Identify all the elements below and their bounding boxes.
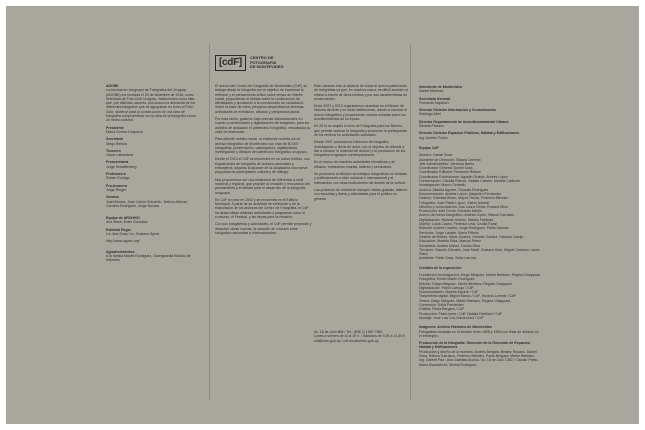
- document-spread: [6, 6, 639, 424]
- credit-line: Textos: Diego Mieguez, Martín Bentanc, Regina Chiappara: [419, 298, 511, 303]
- body-paragraph: Nos proponemos ser una institución de referencia a nivel nacional y regional, que propicie la creación y renovación del pensamiento y el debate para el desarrollo de la fotografía uruguaya.: [215, 177, 310, 195]
- authority-label: Director División Espacios Públicos, Hábitat y Edificaciones: [419, 131, 520, 136]
- website-link[interactable]: http://www.agadu.org/: [106, 239, 140, 244]
- produccion-label: Producción de la fotografía: Dirección de la Dirección de Espacios, Hábitat y Edificaciones: [419, 341, 531, 350]
- about-text: La Asociación Uruguaya de Fotógrafos del Uruguay (ADOBE) fue fundada el 26 de diciembre de 1935, como heredada de Foto-Club Uruguay. Instituciones como ésta que, por distintas razones, provocaron la demanda de los diferentes fotógrafos que se agrupaban en torno al Foto-Club, sirvieron para la construcción de una idea de fotografía comprometida con la idea de la fotografía como un hecho cultural.: [106, 88, 196, 123]
- role-value: Diana Gomez Ezquerra: [106, 129, 143, 134]
- credit-line: Tratamiento digital: Miguel Marco / CdF, Horacio Lorente / CdF: [419, 294, 517, 299]
- credit-line: Fotografía: Emilio Martín Rodríguez: [419, 277, 475, 282]
- imprint-contact: cdf@imm.gub.uy / cdf.montevideo.gub.uy: [314, 338, 379, 343]
- equipo-cdf-list: [419, 153, 541, 260]
- role-label: Presidente: [106, 125, 124, 130]
- body-paragraph: Por esta razón, guiamos bajo normas internacionales en cuanto a conservación y digitalización de imágenes, para los ámbitos de actuación el patrimonio fotográfico, rescatando su valor de testimonio.: [215, 117, 311, 134]
- credit-line: Digitalización: Ricardo Gómez, Natalia Fabbiani: [419, 217, 494, 222]
- editorial-label: Editorial Regio: [106, 227, 131, 232]
- authority-value: Silvana Pissano: [419, 124, 444, 129]
- body-paragraph: Los procesos de exhibición incluyen visitas guiadas, talleres con escuelas y liceos y actividades para el público en general.: [314, 187, 408, 201]
- credit-line: Coordinador Editorial: Fernando Ristom: [419, 170, 481, 175]
- body-column-1: [215, 84, 312, 238]
- body-paragraph: Para difundir nuestro fondo, la institución cuenta con el archivo fotográfico de Montevideo con más de 50.000 fotografías, preservación, catalogación, digitalización, investigación y difusión del patrimonio fotográfico uruguayo.: [215, 137, 308, 155]
- credit-line: Archivo: Mariela Aguirre, Gonzalo Rodríguez: [419, 187, 489, 192]
- body-paragraph: Desde el 2013 el CdF se encuentra en un nuevo edificio, con exposiciones de fotografía de autores nacionales y extranjeros, dejando al alcance de la ciudadanía una nueva propuesta de participación cultural y de diálogo.: [215, 157, 310, 175]
- body-paragraph: Con sus fotogalerías y actividades, el CdF permite proyectar y descubrir obras nuevas, la creación de vínculos entre fotógrafos nacionales e internacionales.: [215, 222, 312, 235]
- credit-line: Acervo del fondo fotográfico: Andrea López, Nelson Carrasco: [419, 213, 515, 218]
- credit-line: Coordinador General: Daniel Sosa: [419, 166, 473, 171]
- logo-line: FOTOGRAFÍA: [249, 59, 277, 65]
- role-label: Secretario: [106, 137, 124, 142]
- authority-value: Fernando Nopitsch: [419, 100, 449, 105]
- authority-value: Daniel Martínez: [419, 89, 444, 94]
- credit-line: Secretaría: Andrés Núñez, Cecilia Silva: [419, 243, 481, 248]
- vocales-value: Juan Bentos, Juan Carlos Schoenb., Nelson Alfonso, Carolina Rodriguez, Jorge Novara: [106, 199, 189, 208]
- credits-column: [419, 85, 541, 370]
- body-paragraph: El acervo del Centro de Fotografía de Montevideo (CdF) se trabaja desde la fotografía con el objetivo de incentivar la reflexión y el pensamiento crítico sobre temas de interés social, proponiendo el debate sobre la construcción de identidades y apostando a la construcción de ciudadanía. Sobre la base de estos principios desarrollamos diversas actividades de exhibición, difusión y perspectiva plural.: [215, 84, 308, 114]
- agradecimientos-label: Agradecimientos: [106, 249, 135, 254]
- credit-line: Asistente: Pablo Sosa, Sofía Larrosa: [419, 256, 477, 261]
- role-label: Prosecretaria: [106, 160, 129, 165]
- imprint-address: Av. 18 de Julio 885 / Tel.: (598 2) 1950 7960: [314, 330, 383, 334]
- credit-line: Gestión: Gabriela Bravo, Mayra Trevisi, Federico Méndez: [419, 196, 509, 201]
- cdf-logo: [215, 55, 284, 71]
- credit-line: Digitalización: Pablo Carrugo / CdF: [419, 285, 474, 290]
- credit-line: Director: Daniel Sosa: [419, 153, 453, 158]
- authority-label: Director División Información y Comunicación: [419, 108, 497, 113]
- credit-line: Difusión y comunicación: Ana Laura Cerda, Rosana Silva: [419, 204, 508, 209]
- body-paragraph: En el marco de nuestras actividades formativas y de difusión, realizamos charlas, talleres y seminarios.: [314, 160, 396, 169]
- authority-label: Secretaria General: [419, 96, 450, 101]
- imprint: [314, 330, 408, 343]
- credit-line: Curaduría e investigación: Diego Mieguez, Martín Bentanc, Regina Chiappara: [419, 272, 540, 277]
- editorial-value: Lic. Ana Sosa, Lic. Gustavo Spera: [106, 232, 160, 237]
- body-paragraph: Este volumen trae al alcance de todos el acervo patrimonial de fotografías ya que, en muchos casos, es difícil acceder al mismo a través de otros medios y por sus características de conservación.: [314, 84, 408, 101]
- equipo-archivo-value: Ana Macri, Ester Gonzalez: [106, 220, 148, 225]
- credit-line: Gráfica: Paola Bergara / CdF: [419, 307, 465, 312]
- body-paragraph: Se promueve la difusión de trabajos fotográficos en revistas y publicaciones a nivel nacional e internacional y el intercambio con otras instituciones del ámbito de la cultura.: [314, 172, 407, 185]
- credit-line: Conservación: Claudia Ramos, Natalia Castelo, Mariela Carbone: [419, 179, 520, 184]
- credit-line: Diseño: Lucía Castro, Federico Leal, Cecilia Rossi: [419, 222, 498, 227]
- role-value: Jorge Ringer: [106, 187, 127, 192]
- credit-line: Producción: Inés Cerda, Eduardo Martín: [419, 209, 482, 214]
- role-value: Oscar Labandera: [106, 153, 134, 158]
- produccion-value: Producción y diseño de la muestra: Andrés Bergara, Beatriz Rosano, Daniel Sosa, Nelson Carrasco, Federico Méndez, Paola Bergara, Martín Bentanc. Ing. Gabriel Paz / Ana Gabriela Avalos / Av. 18 de Julio 1360 / Claudio Prieto, María Mancheroni, Silvina Rodríguez: [419, 349, 539, 367]
- credit-line: Edición: Diego Mieguez, Martín Bentanc, Regina Chiappara: [419, 281, 512, 286]
- role-value: Ruben Rodrigo: [106, 176, 130, 181]
- column-divider: [209, 44, 210, 400]
- credit-line: Editorial: Andrés Cuadra, Jorge Rodríguez, Pablo Damián: [419, 226, 509, 231]
- credit-line: Técnicos: Claudio Carvallo, José Martí, Gustavo Soto, Miguel Cardoso, Laura Parisi: [419, 247, 540, 257]
- authority-label: Director Departamento de Acondicionamiento Urbano: [419, 119, 509, 124]
- equipo-cdf-label: Equipo CdF: [419, 145, 439, 150]
- role-label: Pro-tesorero: [106, 183, 128, 188]
- imagenes-label: Imágenes: Archivo Histórico de Montevideo: [419, 325, 492, 330]
- credit-line: Producción: Pablo Ipres / CdF, Natalia Fabbiani / CdF: [419, 311, 503, 316]
- credit-line: Montaje: José Luis Cat, Daniel Azul / CdF: [419, 315, 484, 320]
- imprint-hours: Lunes a viernes de 10 a 19 h. / Sábados de 9.30 a 14.30 h.: [314, 334, 407, 339]
- left-column: [106, 84, 198, 266]
- logo-line: CENTRO DE: [249, 55, 274, 61]
- equipo-archivo-label: Equipo de ARCHIVO: [106, 216, 140, 221]
- role-label: Tesorero: [106, 148, 121, 153]
- credit-line: Servicios: Jorge Lavalle, María Piñeiro: [419, 230, 479, 235]
- credit-line: Documentación: Mariela Aguirre / CdF: [419, 290, 479, 295]
- authority-value: Ing. Andrés Poloni: [419, 135, 448, 140]
- credit-line: Coordinador Exhibiciones: Agustín Oviedo, Andrés López: [419, 174, 508, 179]
- authority-label: Intendente de Montevideo: [419, 85, 463, 89]
- role-label: Protesorero: [106, 172, 126, 177]
- credit-line: Asistente de Dirección: Tatiana Carreno: [419, 157, 481, 162]
- creditos-label: Créditos de la exposición: [419, 265, 462, 270]
- credit-line: Fotografía: Juan Pablo López, Carlos Amaral: [419, 200, 489, 205]
- credit-line: Educación: Mariela Silva, Marcos Pérez: [419, 239, 481, 244]
- body-paragraph: En 2014 se amplió el ciclo de Fotografía para los Barrios, que permite acercar la fotografía y promover la participación de los vecinos en actividades culturales.: [314, 124, 408, 137]
- imagenes-value: Fotografías tomadas en el Archivo entre 1898 y 1903 con fines de difusión en el extranjero.: [419, 329, 540, 338]
- credit-line: Jefe Administrativo: Verónica Barrio: [419, 161, 475, 166]
- cdf-logo-text: [250, 56, 284, 70]
- body-column-2: [314, 84, 408, 204]
- cdf-logo-mark: [cdF]: [215, 55, 246, 71]
- body-paragraph: En CdF se crea en 2002 y se encuentra en el Edificio Municipal. A partir de su actividad de exhibición y de la elaboración de los archivos del Centro de Fotografía, el CdF ha desarrollado distintas actividades y programas como el concurso, el Festival, y las becas para la creación.: [215, 197, 309, 220]
- vocales-label: Vocales: [106, 195, 119, 200]
- body-paragraph: Entre 2007 y 2013 organizamos muestras en el Museo de Historia del Arte y en otras instituciones, dando a conocer el acervo fotográfico y proponiendo nuevas miradas sobre los acontecimientos de su época.: [314, 104, 407, 122]
- about-label: ADOBE: [106, 84, 119, 88]
- role-value: Diego Bentos: [106, 141, 128, 146]
- creditos-list: [419, 273, 541, 320]
- agradecimientos-value: A la familia Manini Rodriguez, Ovanguardia Estudio de Informes: [106, 253, 191, 263]
- credit-line: Documentación: Andrea López, Alejandro Fernández: [419, 191, 502, 196]
- credit-line: Gestión de Redes: Mario Álvarez, Germán Gómez, Fabiana Clavijo: [419, 234, 524, 239]
- body-paragraph: Desde 2007 producimos ediciones de fotografía, investigación y libros de autor, con el objetivo de difundir y dar a conocer el material del archivo y la producción de los fotógrafos uruguayos contemporáneos.: [314, 140, 406, 158]
- credit-line: Corrección: Sofía Fernández: [419, 303, 464, 308]
- logo-line: DE MONTEVIDEO: [249, 64, 284, 70]
- role-value: Jorge Schaffenberg: [106, 164, 137, 169]
- authority-value: Santiago Abel: [419, 112, 441, 117]
- column-divider: [410, 44, 411, 400]
- credit-line: Investigación: Mauro Cervetto: [419, 183, 466, 188]
